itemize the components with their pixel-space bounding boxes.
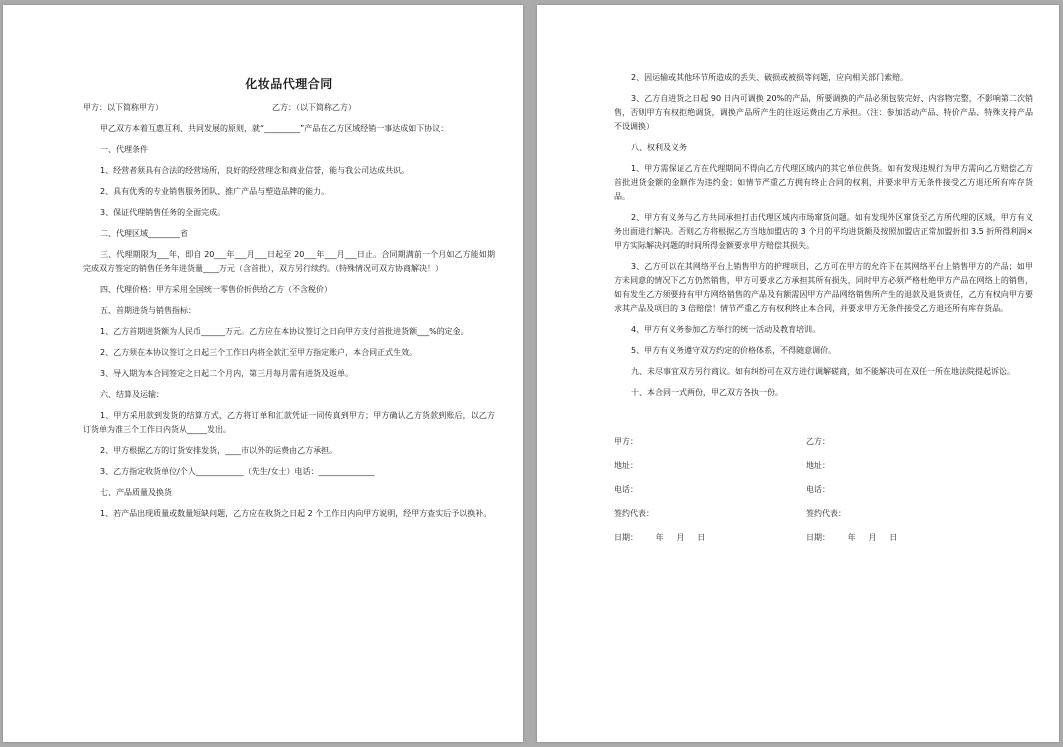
clause: 2、乙方须在本协议签订之日起三个工作日内将全款汇至甲方指定账户，本合同正式生效。 <box>100 348 418 357</box>
document-title: 化妆品代理合同 <box>245 77 333 91</box>
sig-address-b: 地址： <box>806 461 830 470</box>
clause: 2、甲方根据乙方的订货安排发货，____市以外的运费由乙方承担。 <box>100 446 338 455</box>
clause: 1、乙方首期进货额为人民币______万元。乙方应在本协议签订之日向甲方支付首批进货额___%的定金。 <box>100 327 469 336</box>
sig-rep-a: 签约代表： <box>614 509 654 518</box>
preamble: 甲乙双方本着互惠互利、共同发展的原则，就“_________”产品在乙方区域经销一事达成如下协议： <box>100 124 449 133</box>
section-heading: 十、本合同一式两份，甲乙双方各执一份。 <box>631 388 783 397</box>
section-heading: 七、产品质量及换货 <box>100 488 172 497</box>
clause: 3、乙方自进货之日起 90 日内可调换 20%的产品，所要调换的产品必须包装完好、内容物完整，不影响第二次销售，否则甲方有权拒绝调货，调换产品所产生的往返运费由乙方承担。（注：参加活动产品、特价产品、特殊支持产品不设调换） <box>614 94 1033 131</box>
section-heading: 八、权利及义务 <box>631 143 687 152</box>
signature-row-address <box>614 460 1033 484</box>
sig-party-b: 乙方： <box>806 437 830 446</box>
clause: 2、因运输或其他环节所造成的丢失、破损或被损等问题，应向相关部门索赔。 <box>631 73 909 82</box>
clause: 3、乙方指定收货单位/个人____________（先生/女士）电话：______________ <box>100 467 375 476</box>
clause: 三、代理期限为___年，即自 20___年___月___日起至 20___年___月___日止。合同期满前一个月如乙方能如期完成双方签定的销售任务年进货量____万元（含首批），双方另行续约。（特殊情况可双方协商解决！） <box>83 250 495 273</box>
section-heading: 一、代理条件 <box>100 145 148 154</box>
clause: 5、甲方有义务遵守双方约定的价格体系，不得随意调价。 <box>631 346 837 355</box>
sig-date-a: 日期： 年 月 日 <box>614 533 706 542</box>
clause: 1、经营者须具有合法的经营场所，良好的经营理念和商业信誉，能与我公司达成共识。 <box>100 166 410 175</box>
signature-row-date <box>614 532 1033 556</box>
sig-phone-b: 电话： <box>806 485 830 494</box>
parties-line <box>83 102 495 114</box>
signature-row-phone <box>614 484 1033 508</box>
clause: 2、甲方有义务与乙方共同承担打击代理区域内市场窜货问题。如有发现外区窜货至乙方所代理的区域，甲方有义务出面进行解决。否则乙方将根据乙方当地加盟店的 3 个月的平均进货额及按照加盟店正常加盟折扣 3.5 折所得利润×甲方实际解决问题的时间所得金额要求甲方赔偿其损失。 <box>614 213 1033 250</box>
section-heading: 五、首期进货与销售指标： <box>100 306 196 315</box>
clause: 4、甲方有义务参加乙方举行的统一活动及教育培训。 <box>631 325 821 334</box>
sig-address-a: 地址： <box>614 461 638 470</box>
section-heading: 六、结算及运输： <box>100 390 164 399</box>
section-heading: 二、代理区域________省 <box>100 229 188 238</box>
clause: 3、导入期为本合同签定之日起二个月内，第三月每月需有进货及返单。 <box>100 369 354 378</box>
party-b-label: 乙方：（以下简称乙方） <box>272 103 356 112</box>
clause: 2、具有优秀的专业销售服务团队、推广产品与塑造品牌的能力。 <box>100 187 330 196</box>
signature-row-representative <box>614 508 1033 532</box>
document-page-2 <box>537 5 1059 742</box>
sig-date-b: 日期： 年 月 日 <box>806 533 898 542</box>
signature-row-party <box>614 436 1033 460</box>
clause: 1、若产品出现质量或数量短缺问题，乙方应在收货之日起 2 个工作日内向甲方说明，经甲方查实后予以换补。 <box>100 509 492 518</box>
clause: 3、保证代理销售任务的全面完成。 <box>100 208 226 217</box>
section-heading: 九、未尽事宜双方另行商议。如有纠纷可在双方进行调解磋商，如不能解决可在双任一所在地法院提起诉讼。 <box>631 367 1015 376</box>
clause: 1、甲方采用款到发货的结算方式，乙方将订单和汇款凭证一同传真到甲方；甲方确认乙方货款到账后，以乙方订货单为准三个工作日内货从_____发出。 <box>83 411 495 434</box>
section-heading: 四、代理价格：甲方采用全国统一零售价折供给乙方（不含税价） <box>100 285 332 294</box>
sig-rep-b: 签约代表： <box>806 509 846 518</box>
clause: 1、甲方需保证乙方在代理期间不得向乙方代理区域内的其它单位供货。如有发现违规行为甲方需向乙方赔偿乙方首批进货金额的金额作为违约金；如情节严重乙方拥有终止合同的权利，并要求甲方无条件接受乙方退还所有库存货品。 <box>614 164 1033 201</box>
party-a-label: 甲方：以下简称甲方） <box>83 103 163 112</box>
sig-phone-a: 电话： <box>614 485 638 494</box>
document-page-1 <box>3 5 523 742</box>
clause: 3、乙方可以在其网络平台上销售甲方的护理项目，乙方可在甲方的允许下在其网络平台上销售甲方的产品；如甲方未同意的情况下乙方仍然销售，甲方可要求乙方承担其所有损失，同时甲方必须严格杜绝甲方产品在网络上的销售，如有发生乙方须要持有甲方网络销售的产品及有额需因甲方产品网络销售所产生的退款及退货责任，乙方有权向甲方要求其产品及项目的 3 倍赔偿！情节严重乙方有权利终止本合同，并要求甲方无条件接受乙方退还所有库存货品。 <box>614 262 1033 313</box>
sig-party-a: 甲方： <box>614 437 638 446</box>
